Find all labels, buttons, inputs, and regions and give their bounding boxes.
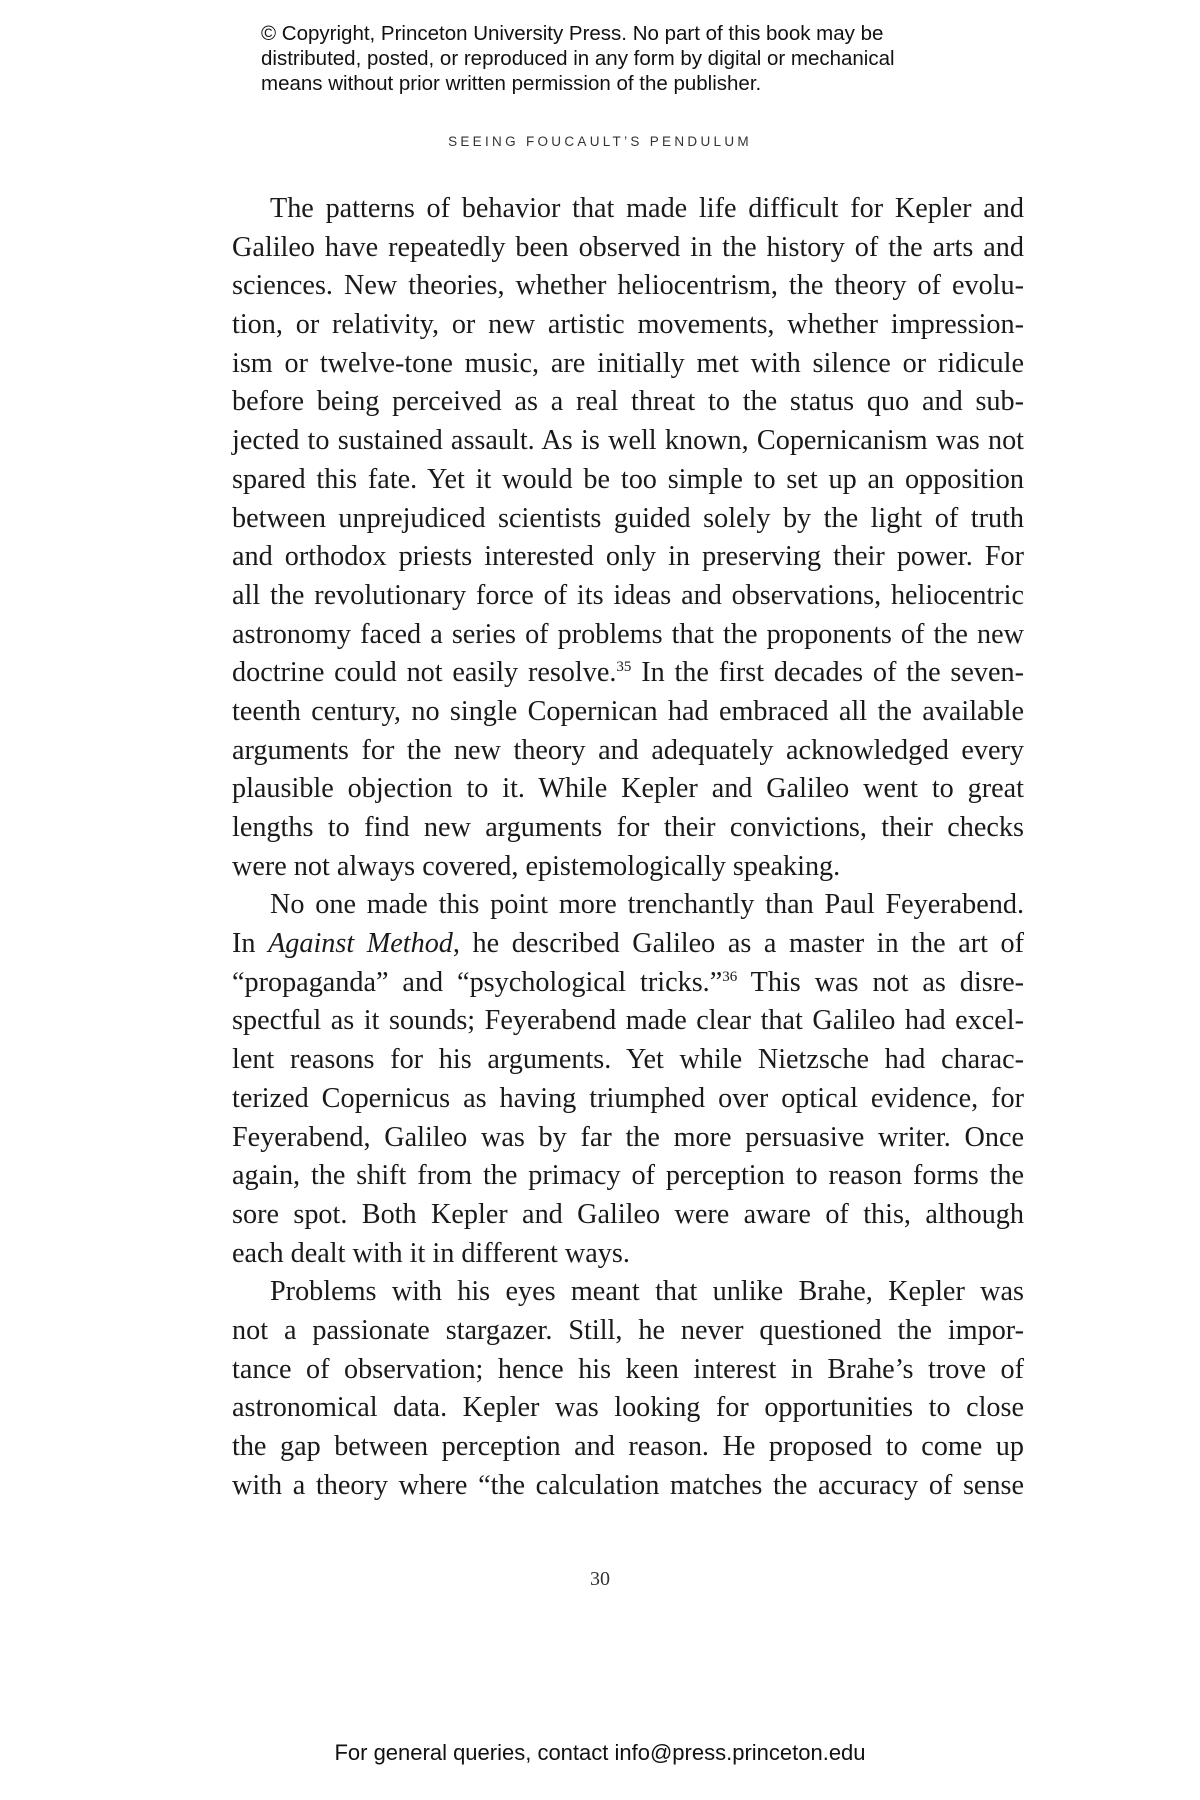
- text-segment: In: [232, 928, 269, 960]
- text-segment: doctrine could not easily resolve.: [232, 657, 617, 689]
- text-line: astronomy faced a series of problems that the proponents of the new: [232, 618, 1024, 650]
- text-line: tance of observation; hence his keen interest in Brahe’s trove of: [232, 1353, 1024, 1385]
- text-line: arguments for the new theory and adequately acknowledged every: [232, 734, 1024, 766]
- paragraph: [232, 190, 1024, 886]
- text-segment: This was not as disre-: [737, 966, 1024, 998]
- text-line: tion, or relativity, or new artistic movements, whether impression-: [232, 309, 1024, 341]
- copyright-notice: [261, 21, 981, 96]
- book-title: Against Method: [268, 928, 453, 960]
- copyright-line: © Copyright, Princeton University Press. No part of this book may be: [261, 22, 884, 45]
- text-line: Galileo have repeatedly been observed in the history of the arts and: [232, 231, 1024, 263]
- text-segment: “propaganda” and “psychological tricks.”: [232, 966, 723, 998]
- text-line: plausible objection to it. While Kepler and Galileo went to great: [232, 773, 1024, 805]
- text-line: sore spot. Both Kepler and Galileo were aware of this, although: [232, 1198, 1024, 1230]
- running-head: SEEING FOUCAULT’S PENDULUM: [448, 134, 752, 149]
- text-line: Problems with his eyes meant that unlike Brahe, Kepler was: [270, 1276, 1024, 1308]
- text-line: jected to sustained assault. As is well known, Copernicanism was not: [232, 425, 1024, 457]
- text-line: The patterns of behavior that made life difficult for Kepler and: [270, 193, 1024, 224]
- copyright-line: means without prior written permission of the publisher.: [261, 72, 762, 95]
- text-line: all the revolutionary force of its ideas and observations, heliocentric: [232, 579, 1024, 611]
- text-segment: , he described Galileo as a master in the art of: [452, 928, 1024, 960]
- text-line: with a theory where “the calculation matches the accuracy of sense: [232, 1469, 1024, 1501]
- text-line: each dealt with it in different ways.: [232, 1237, 630, 1269]
- copyright-line: distributed, posted, or reproduced in any form by digital or mechanical: [261, 47, 895, 70]
- text-line: No one made this point more trenchantly than Paul Feyerabend.: [270, 889, 1024, 921]
- text-line: not a passionate stargazer. Still, he never questioned the impor-: [232, 1314, 1024, 1346]
- text-line: lent reasons for his arguments. Yet while Nietzsche had charac-: [232, 1044, 1024, 1076]
- text-line: lengths to find new arguments for their convictions, their checks: [232, 812, 1024, 843]
- text-line: and orthodox priests interested only in preserving their power. For: [232, 541, 1024, 573]
- footer-contact: For general queries, contact info@press.princeton.edu: [334, 1740, 866, 1765]
- footnote-marker[interactable]: 35: [616, 659, 632, 676]
- text-segment: In the first decades of the seven-: [631, 657, 1024, 689]
- text-line: before being perceived as a real threat to the status quo and sub-: [232, 386, 1024, 418]
- body-text: [232, 190, 1024, 1505]
- text-line: were not always covered, epistemologically speaking.: [232, 850, 841, 882]
- paragraph: [232, 886, 1024, 1273]
- page-number: 30: [590, 1568, 610, 1590]
- text-line: Feyerabend, Galileo was by far the more persuasive writer. Once: [232, 1121, 1024, 1153]
- text-line: astronomical data. Kepler was looking for opportunities to close: [232, 1392, 1024, 1424]
- text-line: between unprejudiced scientists guided solely by the light of truth: [232, 502, 1024, 534]
- text-line: [232, 654, 1024, 693]
- text-line: [232, 925, 1024, 964]
- text-line: spared this fate. Yet it would be too simple to set up an opposition: [232, 463, 1024, 495]
- text-line: teenth century, no single Copernican had embraced all the available: [232, 695, 1024, 727]
- text-line: [232, 964, 1024, 1003]
- text-line: sciences. New theories, whether heliocentrism, the theory of evolu-: [232, 270, 1024, 302]
- text-line: spectful as it sounds; Feyerabend made clear that Galileo had excel-: [232, 1005, 1024, 1037]
- text-line: terized Copernicus as having triumphed over optical evidence, for: [232, 1082, 1024, 1114]
- paragraph: [232, 1273, 1024, 1505]
- text-line: ism or twelve-tone music, are initially met with silence or ridicule: [232, 347, 1024, 379]
- text-line: again, the shift from the primacy of perception to reason forms the: [232, 1160, 1024, 1192]
- text-line: the gap between perception and reason. He proposed to come up: [232, 1431, 1024, 1462]
- footnote-marker[interactable]: 36: [722, 968, 738, 985]
